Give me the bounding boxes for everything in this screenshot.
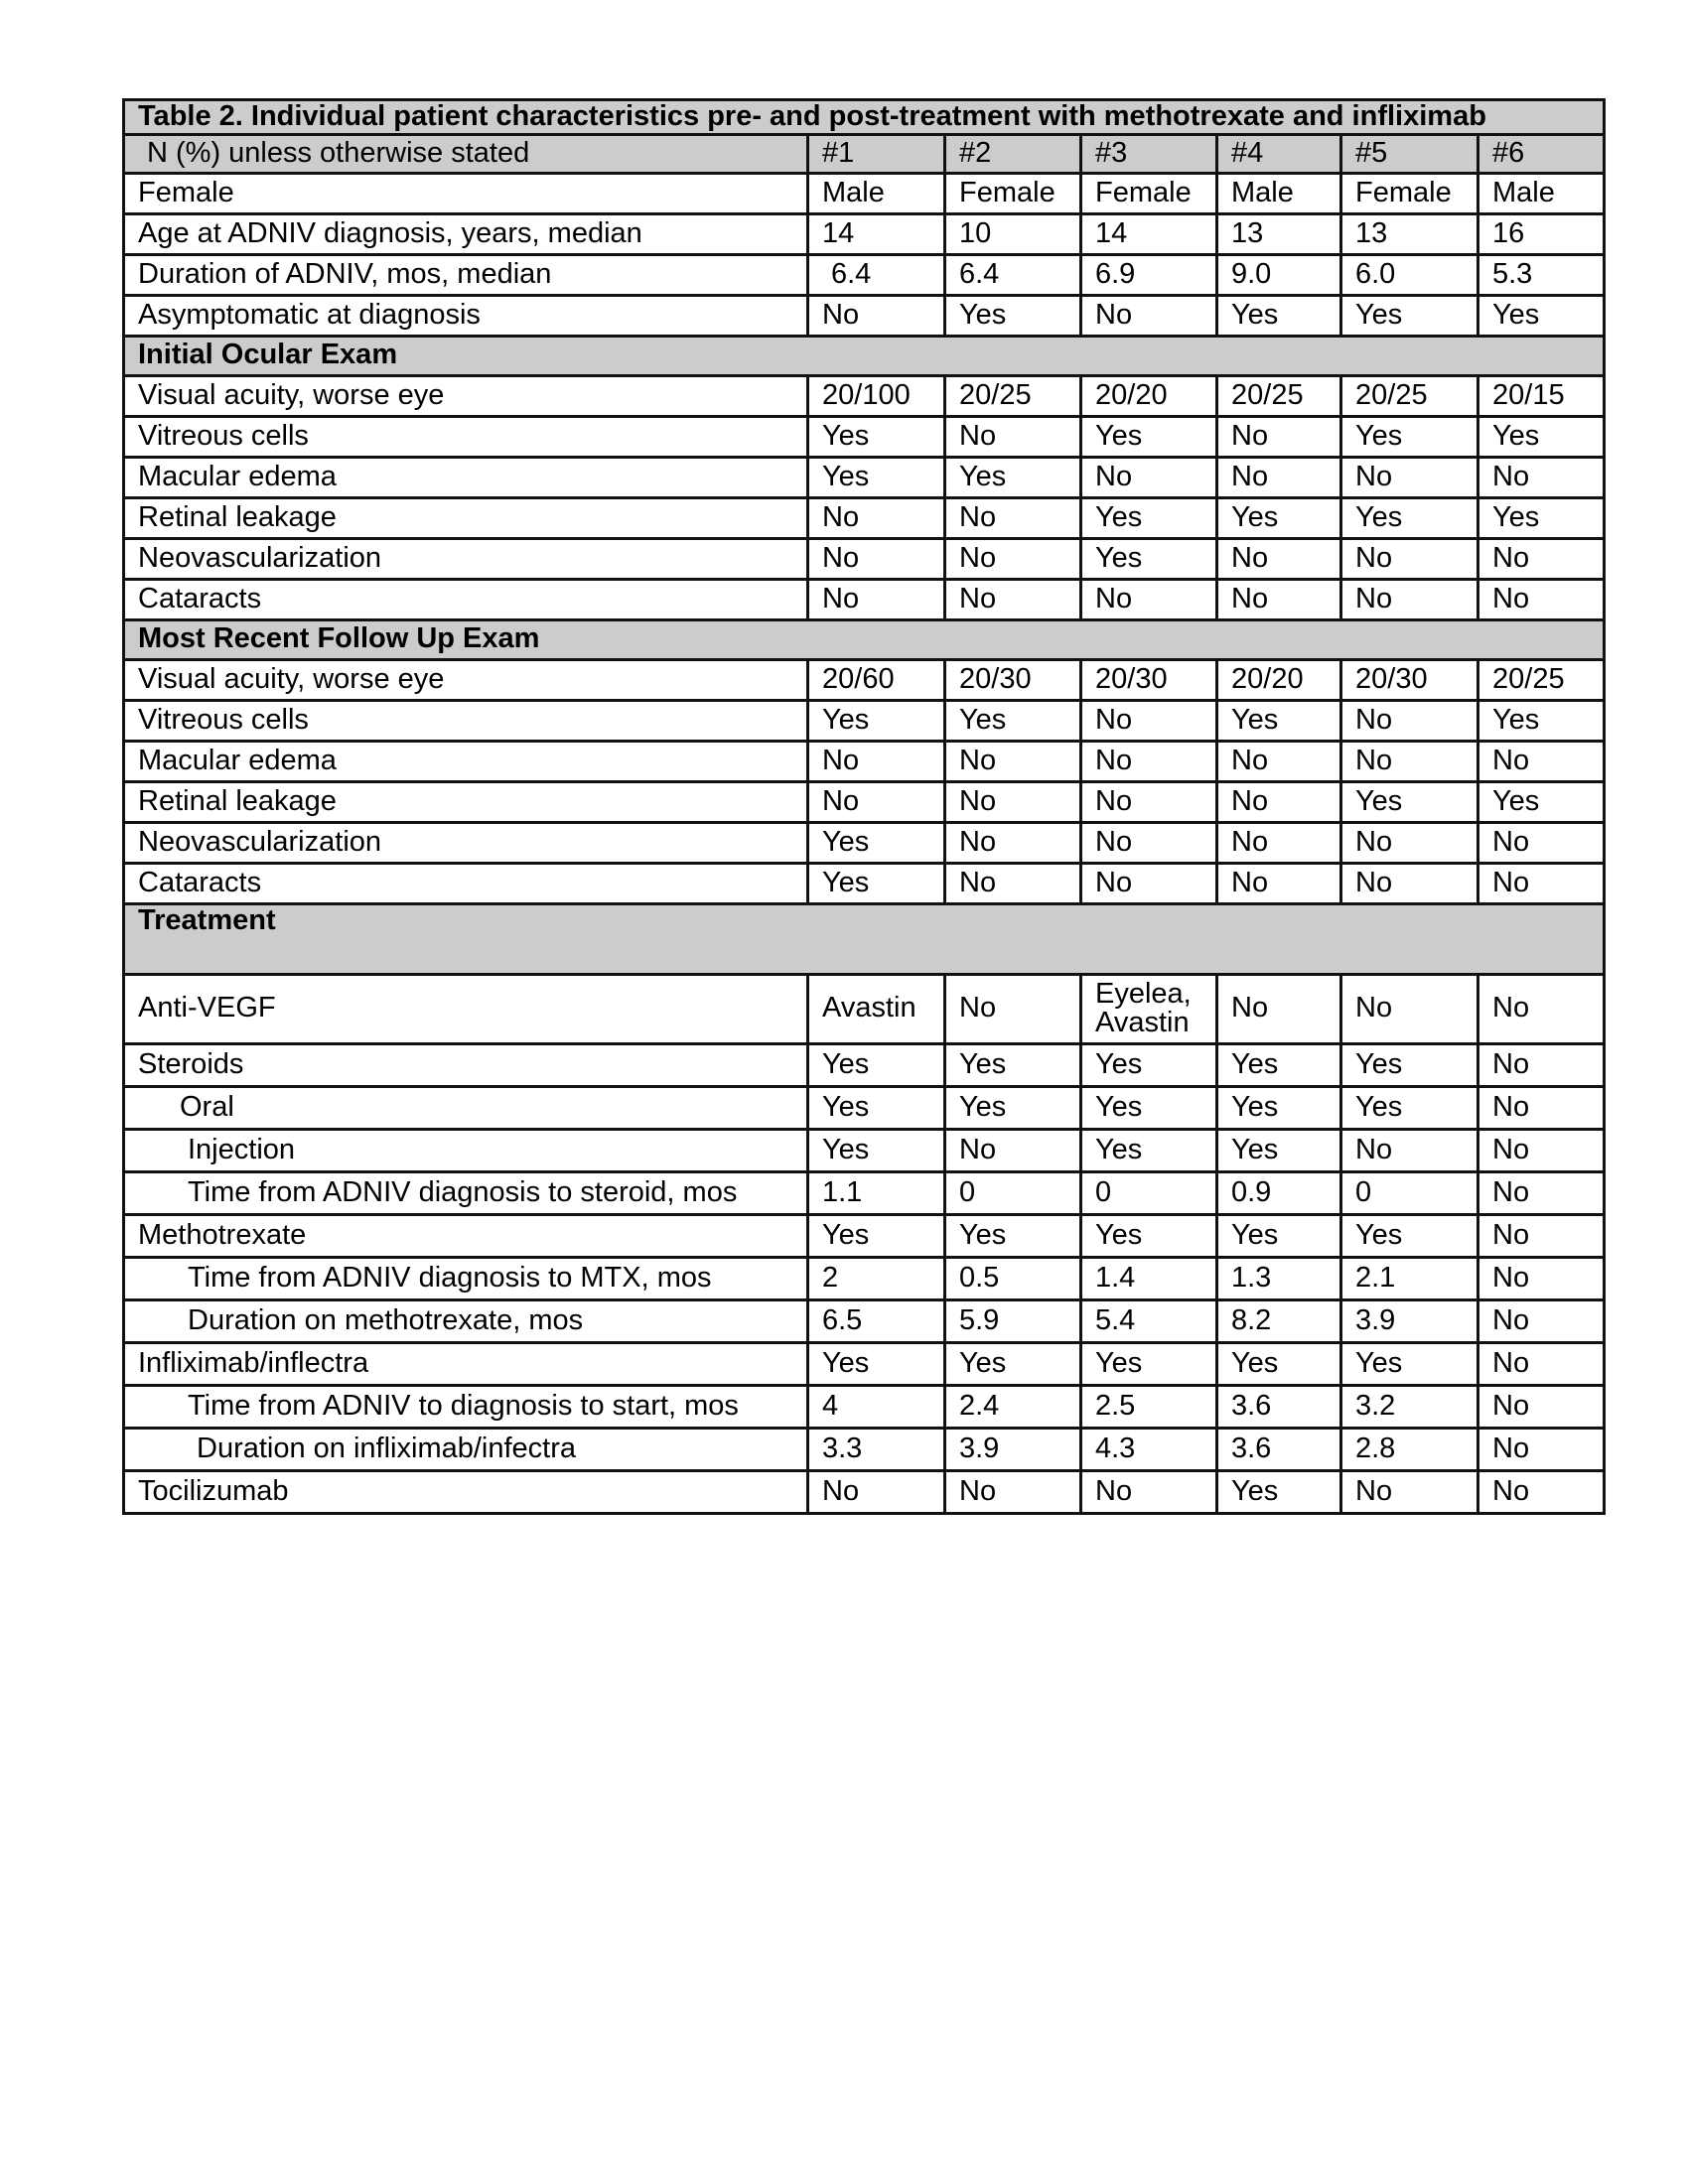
cell: No xyxy=(1217,538,1341,579)
cell: Yes xyxy=(945,1342,1081,1385)
table-row xyxy=(124,213,1605,254)
cell: 3.9 xyxy=(945,1428,1081,1470)
cell: No xyxy=(1081,700,1217,741)
cell: No xyxy=(1081,863,1217,903)
cell: Female xyxy=(1081,173,1217,213)
table-row xyxy=(124,1342,1605,1385)
cell: 4.3 xyxy=(1081,1428,1217,1470)
cell: Yes xyxy=(945,457,1081,497)
cell: 0.9 xyxy=(1217,1171,1341,1214)
cell: No xyxy=(1478,1129,1605,1171)
row-label: Visual acuity, worse eye xyxy=(124,375,808,416)
cell: No xyxy=(1478,1171,1605,1214)
cell: 13 xyxy=(1341,213,1478,254)
cell: Yes xyxy=(1341,416,1478,457)
table-row xyxy=(124,375,1605,416)
row-label: Time from ADNIV to diagnosis to start, mos xyxy=(124,1385,808,1428)
cell: Yes xyxy=(808,416,945,457)
cell: 20/30 xyxy=(1341,659,1478,700)
cell: Yes xyxy=(1217,1043,1341,1086)
cell: Yes xyxy=(808,457,945,497)
cell: 2.4 xyxy=(945,1385,1081,1428)
cell: No xyxy=(1081,741,1217,781)
section-header-treatment xyxy=(124,903,1605,974)
row-label: Duration on infliximab/infectra xyxy=(124,1428,808,1470)
cell: Yes xyxy=(1217,1342,1341,1385)
cell: No xyxy=(1478,1257,1605,1299)
table-title: Table 2. Individual patient characteristics pre- and post-treatment with methotrexate and infliximab xyxy=(124,100,1605,135)
cell: 6.9 xyxy=(1081,254,1217,295)
row-label: Neovascularization xyxy=(124,822,808,863)
table-row xyxy=(124,416,1605,457)
header-patient-4: #4 xyxy=(1217,134,1341,173)
cell: 3.9 xyxy=(1341,1299,1478,1342)
cell: No xyxy=(1478,1342,1605,1385)
cell: Yes xyxy=(1217,497,1341,538)
row-label: Neovascularization xyxy=(124,538,808,579)
cell: 1.1 xyxy=(808,1171,945,1214)
cell: 20/25 xyxy=(945,375,1081,416)
table-row xyxy=(124,974,1605,1043)
cell: No xyxy=(1217,741,1341,781)
cell: Male xyxy=(1217,173,1341,213)
cell: No xyxy=(1478,863,1605,903)
header-patient-3: #3 xyxy=(1081,134,1217,173)
cell: 3.6 xyxy=(1217,1428,1341,1470)
cell: No xyxy=(1341,1470,1478,1513)
table-row xyxy=(124,1385,1605,1428)
cell: No xyxy=(1217,781,1341,822)
cell: Yes xyxy=(945,1086,1081,1129)
row-label: Oral xyxy=(124,1086,808,1129)
cell: 10 xyxy=(945,213,1081,254)
row-label: Time from ADNIV diagnosis to MTX, mos xyxy=(124,1257,808,1299)
table-header-row xyxy=(124,134,1605,173)
cell: No xyxy=(1081,781,1217,822)
cell: Yes xyxy=(808,822,945,863)
cell: Yes xyxy=(1081,1214,1217,1257)
cell: 20/15 xyxy=(1478,375,1605,416)
table-row xyxy=(124,295,1605,336)
cell: No xyxy=(1341,741,1478,781)
cell: Male xyxy=(1478,173,1605,213)
cell: Yes xyxy=(808,1129,945,1171)
cell: No xyxy=(945,741,1081,781)
cell: No xyxy=(1217,974,1341,1043)
cell: Yes xyxy=(808,1342,945,1385)
cell: Yes xyxy=(1081,497,1217,538)
header-patient-2: #2 xyxy=(945,134,1081,173)
cell: 2.5 xyxy=(1081,1385,1217,1428)
cell: 2.8 xyxy=(1341,1428,1478,1470)
cell: No xyxy=(1081,579,1217,619)
cell: Yes xyxy=(1217,1470,1341,1513)
cell: Yes xyxy=(1341,1342,1478,1385)
cell: Yes xyxy=(1341,781,1478,822)
cell: No xyxy=(1081,822,1217,863)
table-row xyxy=(124,1470,1605,1513)
cell: No xyxy=(945,1470,1081,1513)
cell: Yes xyxy=(945,295,1081,336)
row-label: Anti-VEGF xyxy=(124,974,808,1043)
cell: No xyxy=(1341,457,1478,497)
cell: No xyxy=(1217,416,1341,457)
cell: 20/20 xyxy=(1081,375,1217,416)
row-label: Asymptomatic at diagnosis xyxy=(124,295,808,336)
section-header-initial-exam xyxy=(124,336,1605,375)
cell: No xyxy=(1341,579,1478,619)
cell: Yes xyxy=(808,1214,945,1257)
cell: Yes xyxy=(1478,700,1605,741)
cell: Yes xyxy=(1081,538,1217,579)
cell: 20/30 xyxy=(945,659,1081,700)
cell: No xyxy=(808,295,945,336)
cell: Avastin xyxy=(808,974,945,1043)
header-patient-6: #6 xyxy=(1478,134,1605,173)
table-row xyxy=(124,1086,1605,1129)
header-label: N (%) unless otherwise stated xyxy=(124,134,808,173)
cell: Yes xyxy=(808,700,945,741)
cell: Yes xyxy=(1217,700,1341,741)
cell: 0 xyxy=(1341,1171,1478,1214)
cell: Yes xyxy=(1341,1214,1478,1257)
table-row xyxy=(124,741,1605,781)
table-row xyxy=(124,700,1605,741)
cell: Yes xyxy=(808,1043,945,1086)
table-row xyxy=(124,781,1605,822)
table-row xyxy=(124,1299,1605,1342)
table-title-row xyxy=(124,100,1605,135)
table-row xyxy=(124,1428,1605,1470)
cell: No xyxy=(1478,1043,1605,1086)
cell: No xyxy=(945,1129,1081,1171)
row-label: Methotrexate xyxy=(124,1214,808,1257)
cell: No xyxy=(1478,741,1605,781)
header-patient-1: #1 xyxy=(808,134,945,173)
cell: No xyxy=(945,538,1081,579)
cell: No xyxy=(945,497,1081,538)
cell: No xyxy=(1081,457,1217,497)
row-label: Infliximab/inflectra xyxy=(124,1342,808,1385)
cell: 8.2 xyxy=(1217,1299,1341,1342)
table-row xyxy=(124,1171,1605,1214)
row-label: Age at ADNIV diagnosis, years, median xyxy=(124,213,808,254)
cell: 0.5 xyxy=(945,1257,1081,1299)
cell: Yes xyxy=(1081,416,1217,457)
cell: 2 xyxy=(808,1257,945,1299)
cell: Yes xyxy=(808,863,945,903)
row-label: Vitreous cells xyxy=(124,700,808,741)
cell: Female xyxy=(1341,173,1478,213)
cell: No xyxy=(1081,1470,1217,1513)
cell: No xyxy=(1478,1086,1605,1129)
cell: No xyxy=(1478,538,1605,579)
row-label: Female xyxy=(124,173,808,213)
cell: No xyxy=(808,497,945,538)
cell: Yes xyxy=(1478,416,1605,457)
cell: No xyxy=(1478,974,1605,1043)
cell: 6.4 xyxy=(945,254,1081,295)
cell: 20/100 xyxy=(808,375,945,416)
cell: No xyxy=(1478,1428,1605,1470)
cell: Yes xyxy=(1081,1342,1217,1385)
cell: Yes xyxy=(1081,1043,1217,1086)
cell: No xyxy=(945,579,1081,619)
cell: Yes xyxy=(945,1043,1081,1086)
row-label: Macular edema xyxy=(124,741,808,781)
table-row xyxy=(124,1129,1605,1171)
cell: Yes xyxy=(1341,295,1478,336)
cell: 5.9 xyxy=(945,1299,1081,1342)
cell: Yes xyxy=(1217,1129,1341,1171)
cell: No xyxy=(945,781,1081,822)
cell: No xyxy=(1341,538,1478,579)
table-row xyxy=(124,659,1605,700)
cell: Yes xyxy=(945,700,1081,741)
cell: 9.0 xyxy=(1217,254,1341,295)
cell: Yes xyxy=(1217,1214,1341,1257)
cell: 6.0 xyxy=(1341,254,1478,295)
cell: No xyxy=(1341,822,1478,863)
cell: 3.6 xyxy=(1217,1385,1341,1428)
cell: No xyxy=(1341,974,1478,1043)
cell: 20/25 xyxy=(1217,375,1341,416)
row-label: Steroids xyxy=(124,1043,808,1086)
cell: 20/25 xyxy=(1478,659,1605,700)
cell: Yes xyxy=(1341,497,1478,538)
section-header-followup-exam xyxy=(124,619,1605,659)
row-label: Time from ADNIV diagnosis to steroid, mos xyxy=(124,1171,808,1214)
cell: No xyxy=(808,1470,945,1513)
cell: No xyxy=(1478,579,1605,619)
cell: No xyxy=(1081,295,1217,336)
cell: 5.3 xyxy=(1478,254,1605,295)
cell: No xyxy=(808,579,945,619)
cell: No xyxy=(1478,457,1605,497)
cell: Yes xyxy=(1341,1086,1478,1129)
cell: 13 xyxy=(1217,213,1341,254)
cell: Eyelea, Avastin xyxy=(1081,974,1217,1043)
row-label: Tocilizumab xyxy=(124,1470,808,1513)
cell: 2.1 xyxy=(1341,1257,1478,1299)
cell: 3.2 xyxy=(1341,1385,1478,1428)
row-label: Cataracts xyxy=(124,863,808,903)
cell: No xyxy=(1341,863,1478,903)
cell: Yes xyxy=(1341,1043,1478,1086)
cell: No xyxy=(1217,822,1341,863)
section-heading: Treatment xyxy=(124,903,1605,974)
section-heading: Most Recent Follow Up Exam xyxy=(124,619,1605,659)
cell: 14 xyxy=(808,213,945,254)
cell: 1.3 xyxy=(1217,1257,1341,1299)
cell: 20/60 xyxy=(808,659,945,700)
cell: No xyxy=(808,781,945,822)
cell: Yes xyxy=(1478,497,1605,538)
cell: No xyxy=(945,863,1081,903)
cell: Yes xyxy=(1217,295,1341,336)
cell: No xyxy=(1341,700,1478,741)
cell: 20/20 xyxy=(1217,659,1341,700)
patient-characteristics-table xyxy=(122,98,1606,1515)
cell: No xyxy=(1217,863,1341,903)
cell: No xyxy=(808,741,945,781)
header-patient-5: #5 xyxy=(1341,134,1478,173)
cell: No xyxy=(1478,1299,1605,1342)
cell: 20/30 xyxy=(1081,659,1217,700)
table-row xyxy=(124,822,1605,863)
row-label: Vitreous cells xyxy=(124,416,808,457)
table-row xyxy=(124,457,1605,497)
table-row xyxy=(124,254,1605,295)
table-row xyxy=(124,173,1605,213)
cell: 1.4 xyxy=(1081,1257,1217,1299)
cell: No xyxy=(1478,1470,1605,1513)
cell: No xyxy=(1217,579,1341,619)
cell: 4 xyxy=(808,1385,945,1428)
cell: 6.4 xyxy=(808,254,945,295)
row-label: Retinal leakage xyxy=(124,497,808,538)
cell: No xyxy=(1478,1214,1605,1257)
cell: No xyxy=(945,822,1081,863)
row-label: Injection xyxy=(124,1129,808,1171)
cell: Yes xyxy=(945,1214,1081,1257)
cell: 3.3 xyxy=(808,1428,945,1470)
cell: No xyxy=(1478,1385,1605,1428)
cell: Yes xyxy=(1081,1086,1217,1129)
cell: 16 xyxy=(1478,213,1605,254)
table-row xyxy=(124,538,1605,579)
table-row xyxy=(124,497,1605,538)
cell: No xyxy=(1217,457,1341,497)
cell: 6.5 xyxy=(808,1299,945,1342)
cell: 14 xyxy=(1081,213,1217,254)
cell: 0 xyxy=(1081,1171,1217,1214)
section-heading: Initial Ocular Exam xyxy=(124,336,1605,375)
cell: No xyxy=(945,416,1081,457)
cell: Yes xyxy=(1217,1086,1341,1129)
cell: Yes xyxy=(1478,781,1605,822)
cell: Male xyxy=(808,173,945,213)
cell: Yes xyxy=(1081,1129,1217,1171)
table-row xyxy=(124,579,1605,619)
row-label: Macular edema xyxy=(124,457,808,497)
patient-characteristics-table-container xyxy=(122,98,1603,1515)
row-label: Cataracts xyxy=(124,579,808,619)
cell: Female xyxy=(945,173,1081,213)
cell: No xyxy=(1341,1129,1478,1171)
cell: 5.4 xyxy=(1081,1299,1217,1342)
row-label: Visual acuity, worse eye xyxy=(124,659,808,700)
cell: 20/25 xyxy=(1341,375,1478,416)
row-label: Retinal leakage xyxy=(124,781,808,822)
row-label: Duration of ADNIV, mos, median xyxy=(124,254,808,295)
table-row xyxy=(124,1043,1605,1086)
cell: No xyxy=(1478,822,1605,863)
row-label: Duration on methotrexate, mos xyxy=(124,1299,808,1342)
table-row xyxy=(124,1257,1605,1299)
table-row xyxy=(124,863,1605,903)
cell: No xyxy=(945,974,1081,1043)
cell: Yes xyxy=(808,1086,945,1129)
cell: 0 xyxy=(945,1171,1081,1214)
cell: Yes xyxy=(1478,295,1605,336)
table-row xyxy=(124,1214,1605,1257)
cell: No xyxy=(808,538,945,579)
